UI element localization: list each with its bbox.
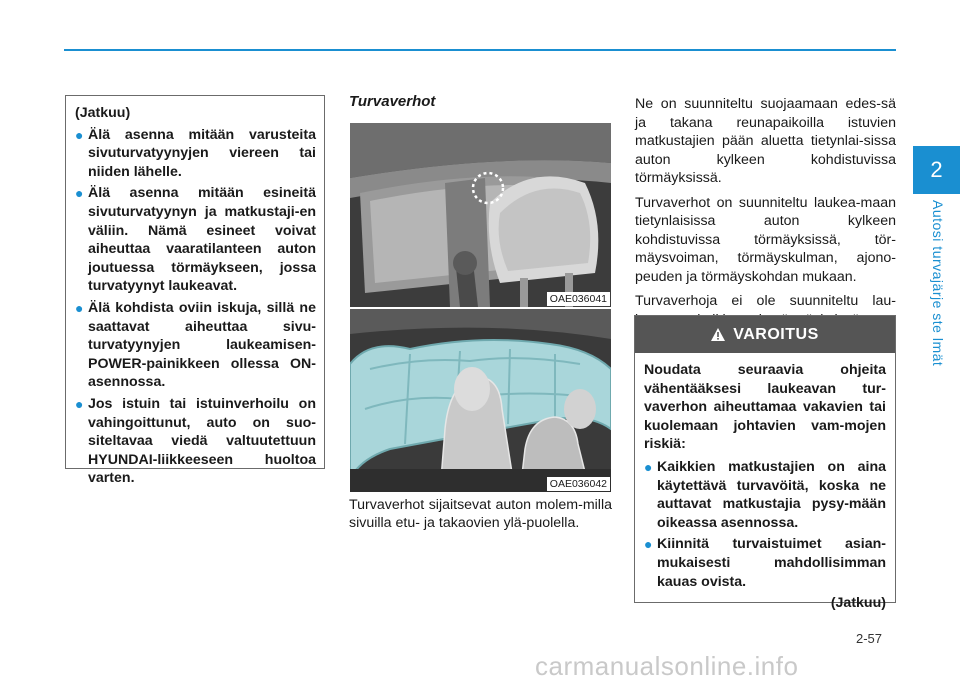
top-rule bbox=[64, 49, 896, 51]
chapter-tab: 2 bbox=[913, 146, 960, 194]
bullet-icon: ● bbox=[75, 299, 84, 316]
warning-intro: Noudata seuraavia ohjeita vähentääksesi laukeavan tur-vaverhon aiheuttamaa vakavien tai kuolemaan johtavien vam-mojen riskiä: bbox=[644, 362, 886, 453]
warning-item-text: Kiinnitä turvaistuimet asian-mukaisesti mahdollisimman kauas ovista. bbox=[657, 536, 886, 590]
caution-list bbox=[75, 126, 316, 488]
caution-item-text: Älä kohdista oviin iskuja, sillä ne saattavat aiheuttaa sivu-turvatyynyjen laukeamisen-POWER-painikkeen ollessa ON-asennossa. bbox=[88, 299, 316, 391]
caution-box bbox=[65, 95, 325, 487]
car-interior-roof-illustration bbox=[350, 123, 611, 307]
caution-item-text: Älä asenna mitään esineitä sivuturvatyynyn ja matkustaji-en väliin. Nämä esineet voivat aiheuttaa vaaratilanteen auton joutuessa törmäykseen, jossa turvatyynyt laukeavat. bbox=[88, 185, 316, 295]
warning-continued-label: (Jatkuu) bbox=[830, 595, 886, 612]
section-heading: Turvaverhot bbox=[349, 93, 436, 110]
page-number: 2-57 bbox=[856, 631, 883, 646]
curtain-airbag-illustration bbox=[350, 309, 611, 492]
bullet-icon: ● bbox=[644, 536, 653, 553]
warning-item bbox=[644, 458, 886, 532]
curtain-airbag-location-text: Turvaverhot sijaitsevat auton molem-milla sivuilla etu- ja takaovien ylä-puolella. bbox=[349, 497, 612, 532]
caution-item bbox=[75, 299, 316, 392]
warning-list bbox=[644, 458, 886, 591]
bullet-icon: ● bbox=[75, 185, 84, 202]
figure-airbag-location bbox=[350, 123, 611, 307]
caution-item bbox=[75, 126, 316, 182]
warning-header bbox=[635, 316, 895, 353]
paragraph: Ne on suunniteltu suojaamaan edes-sä ja takana reunapaikoilla istuvien matkustajien pään aluetta tietynlai-sissa auton kylkeen kohdistuvissa törmäyksissä. bbox=[635, 96, 896, 186]
bullet-icon: ● bbox=[644, 458, 653, 475]
warning-triangle-icon bbox=[711, 328, 725, 341]
figure-code: OAE036041 bbox=[547, 292, 610, 306]
caution-item-text: Jos istuin tai istuinverhoilu on vahingoittunut, auto on suo-siteltavaa viedä valtuutettuun HYUNDAI-liikkeeseen huoltoa varten. bbox=[88, 395, 316, 487]
warning-box bbox=[634, 315, 896, 612]
warning-body bbox=[635, 353, 895, 619]
right-column-text bbox=[635, 95, 896, 335]
watermark: carmanualsonline.info bbox=[535, 651, 799, 681]
caution-continued-label: (Jatkuu) bbox=[75, 105, 131, 121]
figure-code: OAE036042 bbox=[547, 477, 610, 491]
warning-title: VAROITUS bbox=[733, 325, 819, 343]
bullet-icon: ● bbox=[75, 395, 84, 412]
figure-airbag-deployed bbox=[350, 309, 611, 492]
warning-item bbox=[644, 535, 886, 591]
warning-item-text: Kaikkien matkustajien on aina käytettävä turvavöitä, koska ne auttavat matkustajia pysy-mään oikeassa asennossa. bbox=[657, 458, 886, 531]
caution-item bbox=[75, 184, 316, 296]
chapter-title: Autosi turvajärje ste lmät bbox=[930, 200, 946, 367]
paragraph: Turvaverhot on suunniteltu laukea-maan tietynlaisissa auton kylkeen kohdistuvissa törmäyksissä, tör-mäysvoiman, törmäyskulman, ajono-peuden ja törmäyskohdan mukaan. bbox=[635, 194, 896, 285]
paragraph: Turvaverhoja ei ole suunniteltu lau- bbox=[635, 293, 896, 309]
caution-item-text: Älä asenna mitään varusteita sivuturvatyynyjen viereen tai niiden lähelle. bbox=[88, 126, 316, 180]
caution-item bbox=[75, 395, 316, 488]
bullet-icon: ● bbox=[75, 126, 84, 143]
